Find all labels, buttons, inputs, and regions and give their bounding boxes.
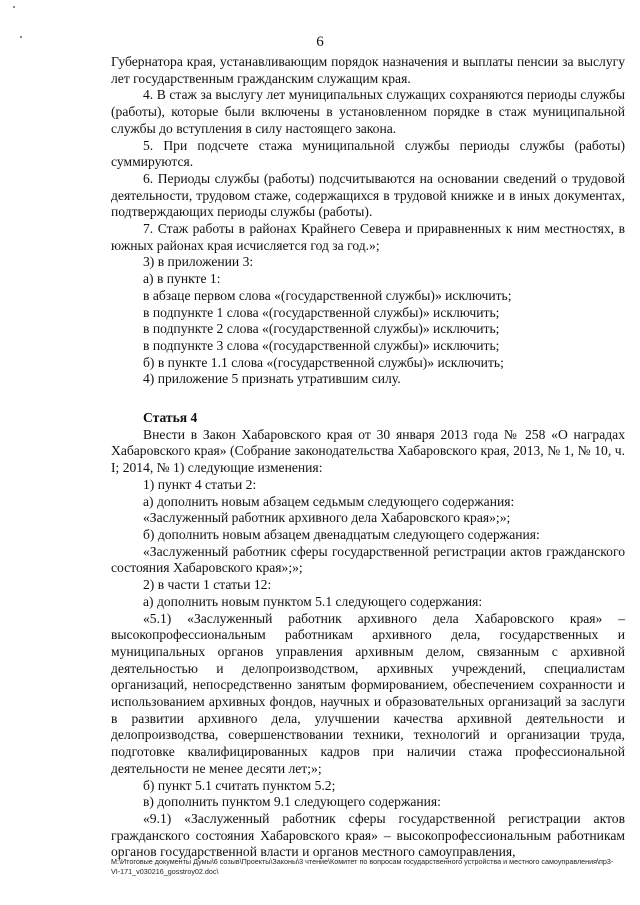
paragraph: а) в пункте 1: xyxy=(143,271,221,287)
paragraph: «9.1) «Заслуженный работник сферы государственной регистрации актов гражданского состояния Хабаровского края» – высокопрофессиональным работникам органов государственной власти и органов местного самоуправления, xyxy=(111,810,625,860)
paragraphs-top xyxy=(111,54,625,388)
paragraph: а) дополнить новым абзацем седьмым следующего содержания: xyxy=(143,493,515,509)
paragraph: Губернатора края, устанавливающим порядок назначения и выплаты пенсии за выслугу лет государственным гражданским служащим края. xyxy=(111,54,625,86)
footer-file-path: M:\Итоговые документы Думы\6 созыв\Проекты\Законы\3 чтение\Комитет по вопросам государственного устройства и местного самоуправления\пр3-VI-171_v030216_gosstroy02.doc\ xyxy=(111,857,614,876)
page-number: 6 xyxy=(316,34,324,50)
paragraph: 5. При подсчете стажа муниципальной службы периоды службы (работы) суммируются. xyxy=(111,137,625,170)
paragraphs-bottom xyxy=(111,427,625,861)
scan-speck xyxy=(13,6,15,8)
scan-speck xyxy=(20,36,22,38)
paragraph: в подпункте 1 слова «(государственной службы)» исключить; xyxy=(143,304,500,320)
paragraph: в) дополнить пунктом 9.1 следующего содержания: xyxy=(143,794,441,810)
paragraph: «Заслуженный работник архивного дела Хабаровского края»;»; xyxy=(143,510,511,526)
paragraph: б) дополнить новым абзацем двенадцатым следующего содержания: xyxy=(143,526,540,542)
paragraph: 4. В стаж за выслугу лет муниципальных служащих сохраняются периоды службы (работы), которые были включены в установленном порядке в стаж муниципальной службы до вступления в силу настоящего закона. xyxy=(111,87,625,136)
paragraph: 7. Стаж работы в районах Крайнего Севера и приравненных к ним местностях, в южных районах края исчисляется год за год.»; xyxy=(111,221,625,253)
paragraph: б) пункт 5.1 считать пунктом 5.2; xyxy=(143,777,336,793)
paragraph: 2) в части 1 статьи 12: xyxy=(143,577,272,593)
paragraph: в подпункте 3 слова «(государственной службы)» исключить; xyxy=(143,337,500,353)
paragraph: а) дополнить новым пунктом 5.1 следующего содержания: xyxy=(143,593,483,609)
article-heading: Статья 4 xyxy=(143,410,198,426)
paragraph: 1) пункт 4 статьи 2: xyxy=(143,476,257,492)
paragraph: 6. Периоды службы (работы) подсчитываются на основании сведений о трудовой деятельности, трудовом стаже, содержащихся в трудовой книжке и в иных документах, подтверждающих периоды службы (работы). xyxy=(111,170,625,220)
paragraph: в подпункте 2 слова «(государственной службы)» исключить; xyxy=(143,321,500,337)
paragraph: б) в пункте 1.1 слова «(государственной службы)» исключить; xyxy=(143,354,504,370)
paragraph: 4) приложение 5 признать утратившим силу. xyxy=(143,371,401,387)
paragraph: «5.1) «Заслуженный работник архивного дела Хабаровского края» – высокопрофессиональным работникам архивного дела, государственных и муниципальных органов управления архивным делом, связанным с архивной деятельностью и делопроизводством, архивных учреждений, специалистам организаций, непосредственно занятым формированием, обеспечением сохранности и использованием архивных фондов, научных и образовательных организаций за заслуги в развитии архивного дела, улучшении качества архивной деятельности и делопроизводства, совершенствовании техники, технологий и организации труда, подготовке квалифицированных кадров при наличии стажа профессиональной деятельности не менее десяти лет;»; xyxy=(111,610,625,776)
paragraph: 3) в приложении 3: xyxy=(143,254,254,270)
paragraph: Внести в Закон Хабаровского края от 30 января 2013 года № 258 «О наградах Хабаровского края» (Собрание законодательства Хабаровского края, 2013, № 1, № 10, ч. I; 2014, № 1) следующие изменения: xyxy=(111,426,625,476)
document-body xyxy=(111,54,625,861)
paragraph: «Заслуженный работник сферы государственной регистрации актов гражданского состояния Хабаровского края»;»; xyxy=(111,543,625,576)
paragraph: в абзаце первом слова «(государственной службы)» исключить; xyxy=(143,287,512,303)
